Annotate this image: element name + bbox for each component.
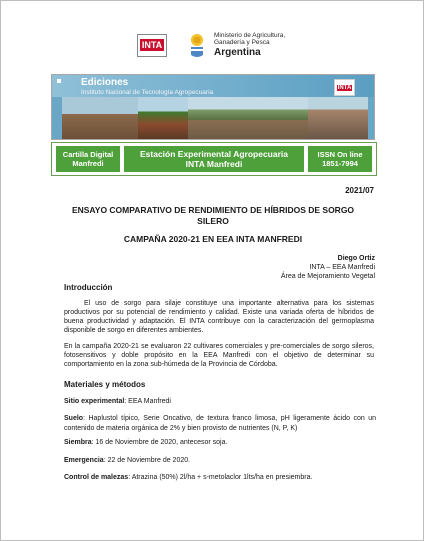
author-area: Área de Mejoramiento Vegetal [280,273,375,280]
campaign-title: CAMPAÑA 2020-21 EN EEA INTA MANFREDI [123,234,303,244]
site-field: Sitio experimental: EEA Manfredi [64,398,171,405]
square-icon [57,79,61,83]
issn-box: ISSN On line 1851-7994 [308,146,372,172]
ministry-logo [185,31,285,59]
document-title: ENSAYO COMPARATIVO DE RENDIMIENTO DE HÍBRIDOS DE SORGO SILERO [71,205,355,226]
banner-title: Ediciones [81,77,129,88]
methods-heading: Materiales y métodos [64,380,146,389]
banner-photo-sorghum [138,97,188,139]
banner-subtitle: Instituto Nacional de Tecnología Agropecuaria [81,89,214,96]
intro-paragraph-2: En la campaña 2020-21 se evaluaron 22 cultivares comerciales y pre-comerciales de sorgo sileros, fotosensitivos y doble propósito en la EEA Manfredi con el objetivo de determinar su comportamiento en la zona sub-húmeda de la Provincia de Córdoba. [64,343,374,368]
argentina-sun-icon [185,31,209,59]
banner-photo-building [62,97,138,139]
ministry-name-line2: Ganadería y Pesca [214,39,270,46]
station-box: Estación Experimental Agropecuaria INTA Manfredi [124,146,304,172]
issue-number: 2021/07 [345,186,374,195]
soil-field: Suelo: Haplustol típico, Serie Oncativo, de textura franco limosa, pH ligeramente ácido con un contenido de materia orgánica de 2% y bien provisto de nutrientes (N, P, K) [64,415,376,432]
weed-control-field: Control de malezas: Atrazina (50%) 2l/ha + s-metolaclor 1lts/ha en presiembra. [64,474,313,481]
inta-logo: INTA [137,34,167,57]
series-band [51,142,377,176]
cartilla-box: Cartilla Digital Manfredi [56,146,120,172]
sowing-field: Siembra: 16 de Noviembre de 2020, antecesor soja. [64,439,228,446]
author-block [281,254,375,281]
banner-photo-field [188,97,308,139]
banner-inta-logo: INTA [334,79,355,96]
country-name: Argentina [214,46,261,58]
author-affiliation: INTA – EEA Manfredi [309,264,375,271]
ministry-name-line1: Ministerio de Agricultura, [214,31,286,39]
emergence-field: Emergencia: 22 de Noviembre de 2020. [64,457,191,464]
intro-heading: Introducción [64,283,113,292]
header-logos [137,30,285,60]
intro-paragraph-1: El uso de sorgo para silaje constituye una importante alternativa para los sistemas productivos por su potencial de rendimiento y calidad. Existe una variada oferta de híbridos de buena productividad y adaptación. El INTA contribuye con la caracterización del germoplasma disponible de sorgo en diferentes ambientes. [64,300,374,334]
ediciones-banner [51,74,375,140]
banner-photo-station [308,97,368,139]
author-name: Diego Ortiz [337,255,375,262]
